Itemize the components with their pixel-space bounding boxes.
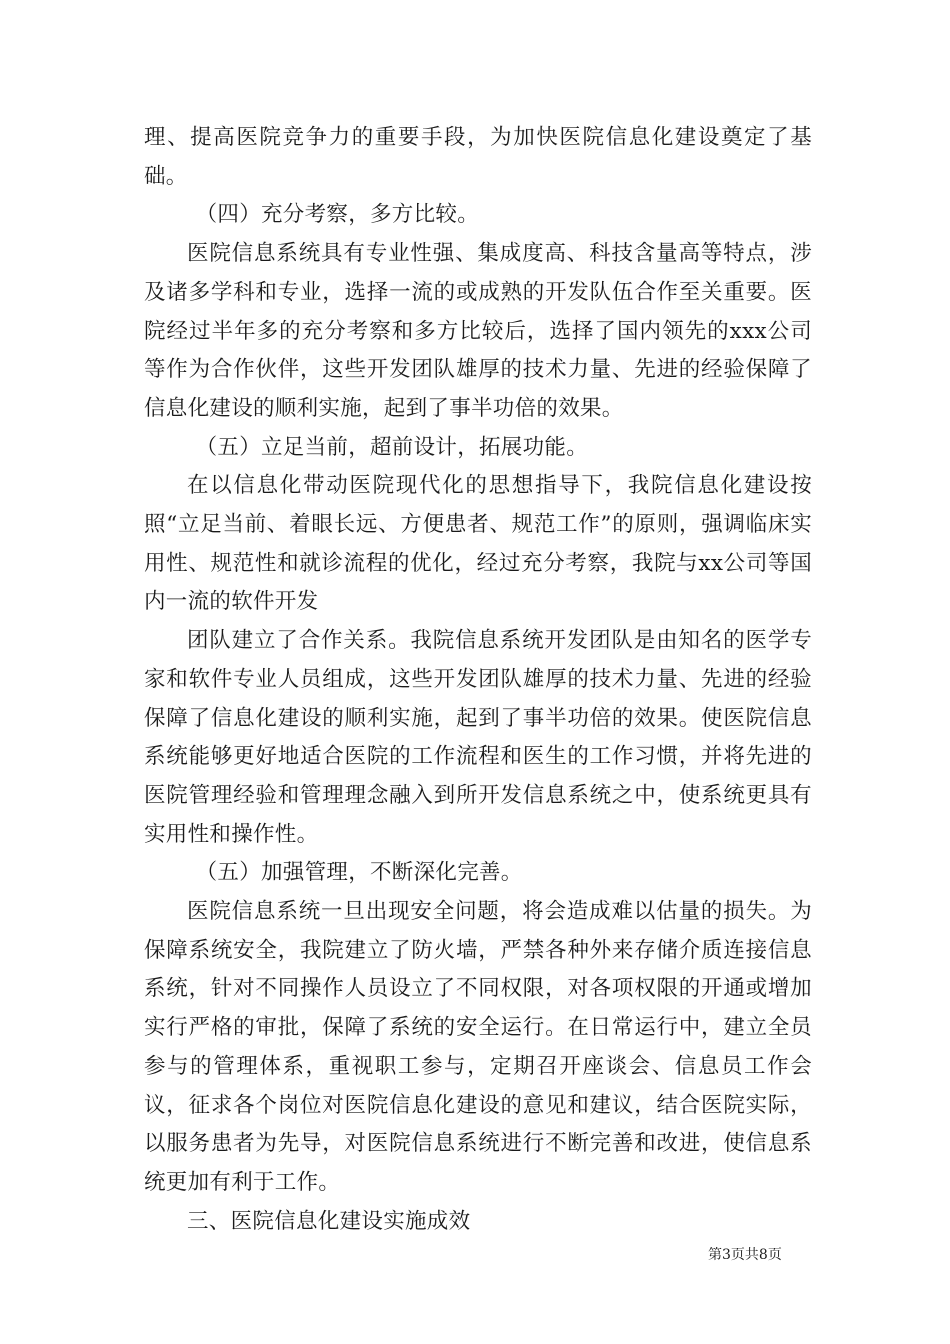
document-body: [144, 119, 812, 1241]
paragraph-body: 医院信息系统具有专业性强、集成度高、科技含量高等特点，涉及诸多学科和专业，选择一流的或成熟的开发队伍合作至关重要。医院经过半年多的充分考察和多方比较后，选择了国内领先的xxx公司等作为合作伙伴，这些开发团队雄厚的技术力量、先进的经验保障了信息化建设的顺利实施，起到了事半功倍的效果。: [144, 241, 812, 421]
section-heading-three: 三、医院信息化建设实施成效: [187, 1208, 471, 1234]
paragraph-body: 在以信息化带动医院现代化的思想指导下，我院信息化建设按照“立足当前、着眼长远、方便患者、规范工作”的原则，强调临床实用性、规范性和就诊流程的优化，经过充分考察，我院与xx公司等国内一流的软件开发: [144, 473, 812, 615]
section-heading-five-b: （五）加强管理，不断深化完善。: [195, 860, 523, 886]
page-number: 第3页共8页: [708, 1247, 782, 1263]
section-heading-five-a: （五）立足当前，超前设计，拓展功能。: [195, 434, 588, 460]
section-heading-four: （四）充分考察，多方比较。: [195, 202, 479, 228]
paragraph-body: 医院信息系统一旦出现安全问题，将会造成难以估量的损失。为保障系统安全，我院建立了防火墙，严禁各种外来存储介质连接信息系统，针对不同操作人员设立了不同权限，对各项权限的开通或增加实行严格的审批，保障了系统的安全运行。在日常运行中，建立全员参与的管理体系，重视职工参与，定期召开座谈会、信息员工作会议，征求各个岗位对医院信息化建设的意见和建议，结合医院实际，以服务患者为先导，对医院信息系统进行不断完善和改进，使信息系统更加有利于工作。: [144, 899, 812, 1195]
paragraph-body: 团队建立了合作关系。我院信息系统开发团队是由知名的医学专家和软件专业人员组成，这些开发团队雄厚的技术力量、先进的经验保障了信息化建设的顺利实施，起到了事半功倍的效果。使医院信息系统能够更好地适合医院的工作流程和医生的工作习惯，并将先进的医院管理经验和管理理念融入到所开发信息系统之中，使系统更具有实用性和操作性。: [144, 628, 812, 847]
paragraph-continuation: 理、提高医院竞争力的重要手段，为加快医院信息化建设奠定了基础。: [144, 125, 812, 189]
